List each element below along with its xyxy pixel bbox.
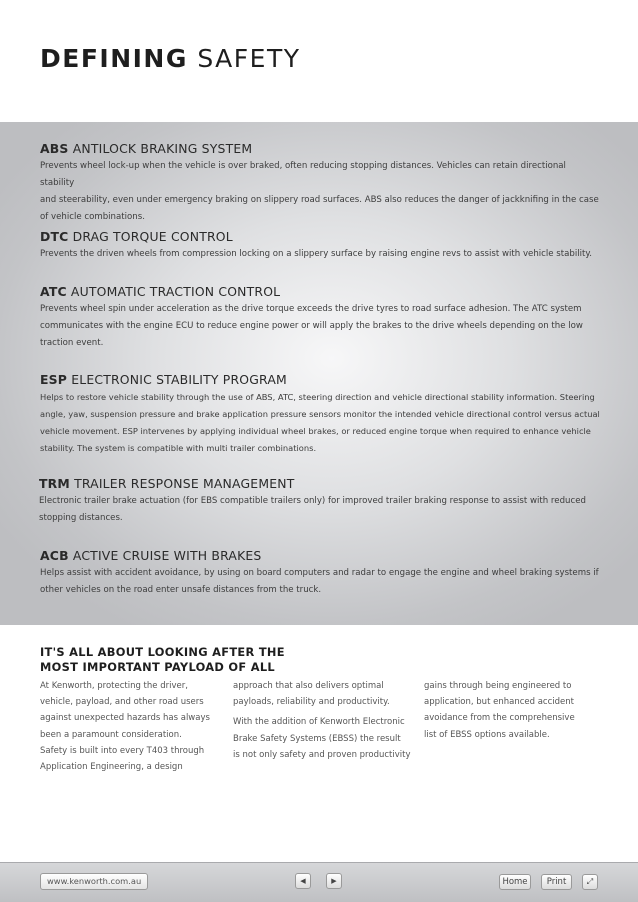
- feature-line: Prevents wheel spin under acceleration as the drive torque exceeds the drive tyres to road surface adhesion. The ATC system: [40, 304, 582, 314]
- feature-trm: [39, 476, 599, 527]
- feature-line: Prevents wheel lock-up when the vehicle is over braked, often reducing stopping distances. Vehicles can retain directional stability: [40, 161, 566, 188]
- about-line: against unexpected hazards has always: [40, 713, 210, 724]
- feature-description: [40, 389, 600, 457]
- feature-name: AUTOMATIC TRACTION CONTROL: [70, 284, 281, 299]
- feature-title: [39, 476, 599, 491]
- about-line: been a paramount consideration.: [40, 729, 182, 740]
- about-heading: [40, 645, 285, 675]
- feature-line: Electronic trailer brake actuation (for EBS compatible trailers only) for improved trailer braking response to assist with reduced: [39, 496, 586, 506]
- feature-abbr: ABS: [40, 141, 69, 156]
- feature-title: [40, 372, 600, 387]
- feature-name: DRAG TORQUE CONTROL: [72, 229, 233, 244]
- expand-icon: ⤢: [586, 877, 594, 886]
- feature-line: Helps to restore vehicle stability through the use of ABS, ATC, steering direction and vehicle directional stability information. Steering: [40, 392, 595, 402]
- feature-name: ELECTRONIC STABILITY PROGRAM: [71, 372, 287, 387]
- arrow-left-icon: ◀: [300, 877, 306, 885]
- arrow-right-icon: ▶: [331, 877, 337, 885]
- feature-line: traction event.: [40, 338, 104, 348]
- feature-abbr: ATC: [40, 284, 67, 299]
- about-heading-line: MOST IMPORTANT PAYLOAD OF ALL: [40, 660, 275, 674]
- feature-name: ACTIVE CRUISE WITH BRAKES: [72, 548, 262, 563]
- about-column-1: [40, 678, 220, 775]
- about-paragraph: [233, 714, 413, 763]
- about-column-2: [233, 678, 413, 767]
- about-line: avoidance from the comprehensive: [424, 713, 575, 724]
- about-line: application, but enhanced accident: [424, 697, 574, 708]
- about-line: payloads, reliability and productivity.: [233, 697, 390, 708]
- about-line: Brake Safety Systems (EBSS) the result: [233, 733, 401, 744]
- feature-description: [39, 493, 599, 527]
- feature-title: [40, 284, 600, 299]
- feature-line: angle, yaw, suspension pressure and brake application pressure sensors monitor the intended vehicle directional control versus actual: [40, 409, 600, 419]
- feature-line: Helps assist with accident avoidance, by using on board computers and radar to engage the engine and wheel braking systems if: [40, 568, 599, 578]
- about-line: list of EBSS options available.: [424, 729, 550, 740]
- feature-title: [40, 141, 600, 156]
- feature-line: vehicle movement. ESP intervenes by applying individual wheel brakes, or reduced engine torque when required to enhance vehicle: [40, 426, 591, 436]
- fullscreen-button[interactable]: [582, 874, 598, 890]
- about-line: approach that also delivers optimal: [233, 681, 384, 691]
- feature-description: [40, 565, 600, 599]
- feature-line: and steerability, even under emergency braking on slippery road surfaces. ABS also reduces the danger of jackknifing in the case: [40, 195, 599, 205]
- feature-abs: [40, 141, 600, 226]
- about-line: Application Engineering, a design: [40, 762, 183, 773]
- page-title-light: SAFETY: [197, 44, 301, 73]
- about-column-3: [424, 678, 604, 743]
- feature-description: [40, 301, 600, 352]
- about-line: is not only safety and proven productivity: [233, 749, 411, 760]
- feature-esp: [40, 372, 600, 457]
- feature-abbr: DTC: [40, 229, 69, 244]
- feature-line: Prevents the driven wheels from compression locking on a slippery surface by raising engine revs to assist with vehicle stability.: [40, 249, 592, 259]
- feature-name: ANTILOCK BRAKING SYSTEM: [72, 141, 253, 156]
- page-title: [40, 44, 301, 73]
- feature-line: stopping distances.: [39, 513, 123, 523]
- page-title-bold: DEFINING: [40, 44, 188, 73]
- feature-line: communicates with the engine ECU to reduce engine power or will apply the brakes to the drive wheels depending on the low: [40, 321, 583, 331]
- feature-line: of vehicle combinations.: [40, 212, 145, 222]
- feature-abbr: TRM: [39, 476, 70, 491]
- feature-acb: [40, 548, 600, 599]
- next-page-button[interactable]: [326, 873, 342, 889]
- feature-title: [40, 548, 600, 563]
- feature-description: [40, 246, 600, 263]
- about-line: Safety is built into every T403 through: [40, 745, 205, 756]
- feature-dtc: [40, 229, 600, 263]
- about-line: With the addition of Kenworth Electronic: [233, 717, 405, 728]
- feature-name: TRAILER RESPONSE MANAGEMENT: [74, 476, 295, 491]
- previous-page-button[interactable]: [295, 873, 311, 889]
- home-button[interactable]: Home: [499, 874, 531, 890]
- website-link[interactable]: www.kenworth.com.au: [40, 873, 148, 890]
- about-line: At Kenworth, protecting the driver,: [40, 681, 188, 691]
- about-paragraph: [233, 678, 413, 710]
- feature-line: stability. The system is compatible with multi trailer combinations.: [40, 443, 317, 453]
- feature-line: other vehicles on the road enter unsafe distances from the truck.: [40, 585, 322, 595]
- feature-title: [40, 229, 600, 244]
- about-line: gains through being engineered to: [424, 681, 572, 691]
- feature-abbr: ESP: [40, 372, 68, 387]
- feature-abbr: ACB: [40, 548, 69, 563]
- print-button[interactable]: Print: [541, 874, 572, 890]
- feature-description: [40, 158, 600, 226]
- feature-atc: [40, 284, 600, 352]
- about-line: vehicle, payload, and other road users: [40, 697, 204, 708]
- about-heading-line: IT'S ALL ABOUT LOOKING AFTER THE: [40, 645, 285, 659]
